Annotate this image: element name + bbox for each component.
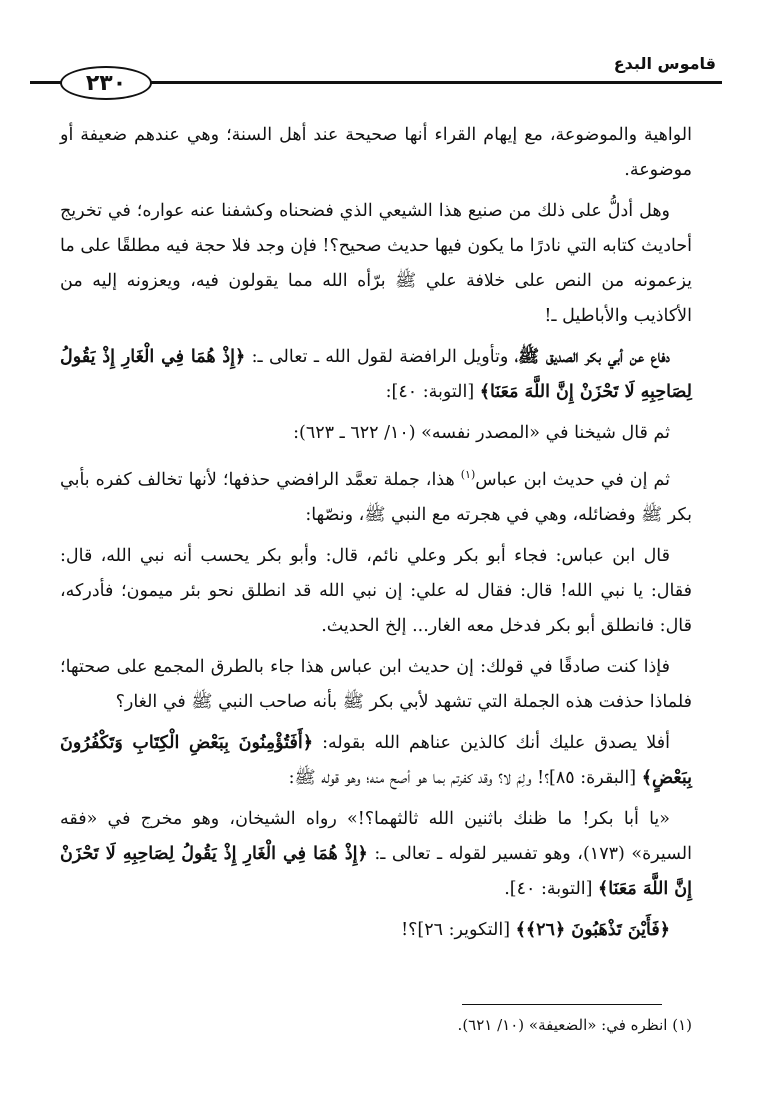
footnote: (١) انظره في: «الضعيفة» (١٠/ ٦٢١). xyxy=(457,1016,692,1034)
section-heading: دفاع عن أبي بكر الصديق ﷺ، xyxy=(514,347,670,367)
paragraph-10 xyxy=(60,913,692,948)
footnote-divider xyxy=(462,1004,662,1005)
paragraph-7: فإذا كنت صادقًا في قولك: إن حديث ابن عباس هذا جاء بالطرق المجمع على صحتها؛ فلماذا حذفت هذه الجملة التي تشهد لأبي بكر ﷺ بأنه صاحب النبي ﷺ في الغار؟ xyxy=(60,656,692,712)
paragraph-8: أفلا يصدق عليك أنك كالذين عناهم الله بقوله: ﴿أَفَتُؤْمِنُونَ بِبَعْضِ الْكِتَابِ وَتَكْفُرُونَ بِبَعْضٍ﴾ [البقرة: ٨٥]؟! ولِمَ لا؟ وقد كفرتم بما هو أصح منه؛ وهو قوله ﷺ: xyxy=(60,732,692,788)
verse-reference: [التوبة: ٤٠]: xyxy=(385,382,475,402)
paragraph-6: قال ابن عباس: فجاء أبو بكر وعلي نائم، قال: وأبو بكر يحسب أنه نبي الله، قال: فقال: يا نبي الله! قال: فقال له علي: إن نبي الله قد انطلق نحو بئر ميمون؛ فأدركه، قال: فانطلق أبو بكر فدخل معه الغار... إلخ الحديث. xyxy=(60,545,692,636)
paragraph-2: وهل أدلُّ على ذلك من صنيع هذا الشيعي الذي فضحناه وكشفنا عنه عواره؛ في تخريج أحاديث كتابه التي نادرًا ما يكون فيها حديث صحيح؟! فإن وجد فلا حجة فيه مطلقًا على ما يزعمونه من النص على خلافة علي ﷺ برّأه الله مما يقولون فيه، ويعزونه إليه من الأكاذيب والأباطيل ـ! xyxy=(60,201,692,326)
paragraph-1: الواهية والموضوعة، مع إيهام القراء أنها صحيحة عند أهل السنة؛ وهي عندهم ضعيفة أو موضوعة. xyxy=(60,125,692,180)
paragraph-3: دفاع عن أبي بكر الصديق ﷺ، وتأويل الرافضة لقول الله ـ تعالى ـ: ﴿إِذْ هُمَا فِي الْغَارِ إِذْ يَقُولُ لِصَاحِبِهِ لَا تَحْزَنْ إِنَّ اللَّهَ مَعَنَا﴾ [التوبة: ٤٠]: xyxy=(60,347,692,402)
paragraph-9: «يا أبا بكر! ما ظنك باثنين الله ثالثهما؟!» رواه الشيخان، وهو مخرج في «فقه السيرة» (١٧٣)، وهو تفسير لقوله ـ تعالى ـ: ﴿إِذْ هُمَا فِي الْغَارِ إِذْ يَقُولُ لِصَاحِبِهِ لَا تَحْزَنْ إِنَّ اللَّهَ مَعَنَا﴾ [التوبة: ٤٠]. xyxy=(60,808,693,899)
paragraph-4: ثم قال شيخنا في «المصدر نفسه» (١٠/ ٦٢٢ ـ ٦٢٣): xyxy=(293,423,670,443)
page-number: ٢٣٠ xyxy=(60,66,152,100)
quran-verse: ﴿أَفَتُؤْمِنُونَ بِبَعْضِ الْكِتَابِ وَتَكْفُرُونَ بِبَعْضٍ﴾ xyxy=(60,732,692,788)
page-header xyxy=(30,48,722,108)
footnote-mark: (١) xyxy=(460,468,476,481)
quran-verse: ﴿إِذْ هُمَا فِي الْغَارِ إِذْ يَقُولُ لِصَاحِبِهِ لَا تَحْزَنْ إِنَّ اللَّهَ مَعَنَا﴾ xyxy=(60,843,692,899)
page-body xyxy=(60,118,692,954)
book-title: قاموس البدع xyxy=(613,54,716,73)
paragraph-5: ثم إن في حديث ابن عباس$^{(١)}$ هذا، جملة تعمَّد الرافضي حذفها؛ لأنها تخالف كفره بأبي بكر ﷺ وفضائله، وهي في هجرته مع النبي ﷺ، ونصّها: xyxy=(60,468,692,525)
verse-reference: [التوبة: ٤٠]. xyxy=(504,878,593,899)
verse-reference: [التكوير: ٢٦]؟! xyxy=(401,919,511,940)
quran-verse: ﴿فَأَيْنَ تَذْهَبُونَ ﴿٢٦﴾﴾ xyxy=(515,919,670,940)
quran-verse: ﴿إِذْ هُمَا فِي الْغَارِ إِذْ يَقُولُ لِصَاحِبِهِ لَا تَحْزَنْ إِنَّ اللَّهَ مَعَنَا﴾ xyxy=(60,347,692,402)
